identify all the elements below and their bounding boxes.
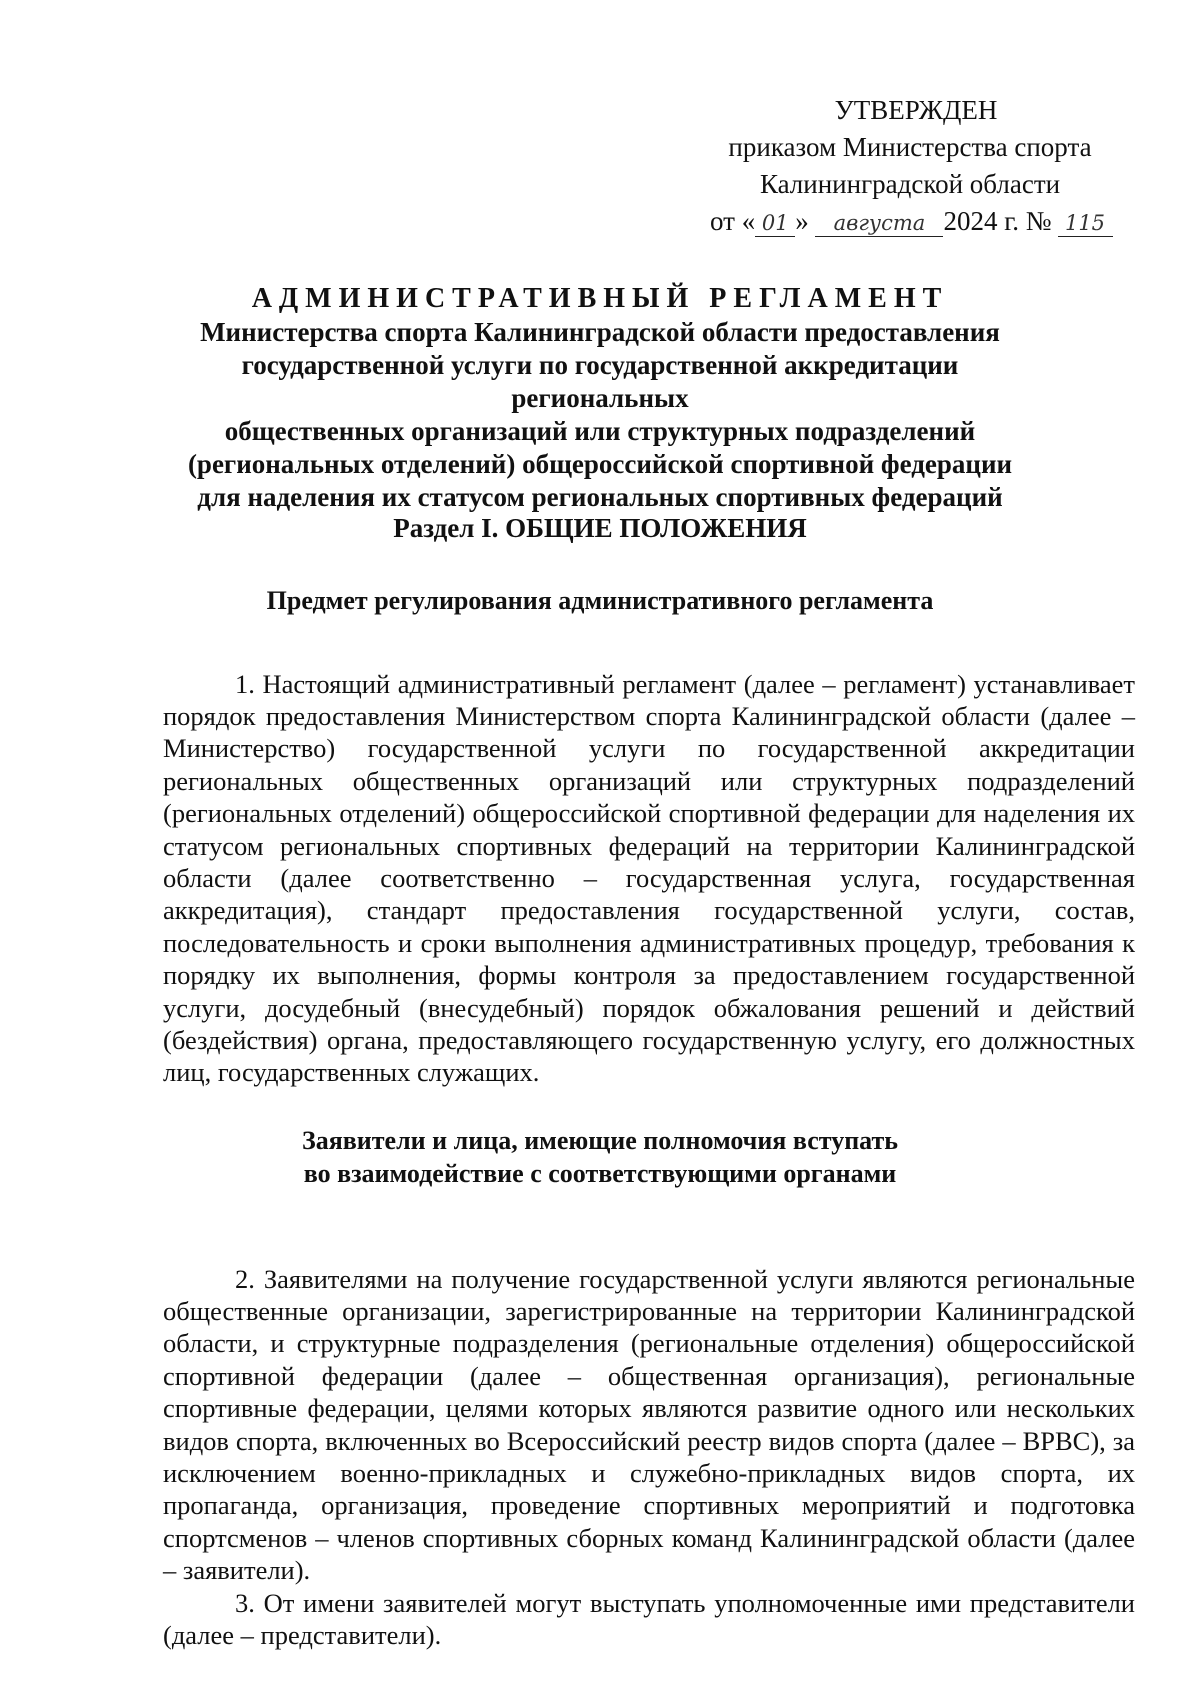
heading-line: общественных организаций или структурных подразделений — [224, 416, 976, 446]
heading-line: государственной услуги по государственной аккредитации региональных — [241, 350, 959, 413]
date-year: 2024 г. № — [943, 206, 1052, 236]
subsection-title — [150, 1124, 1050, 1190]
heading-line: (региональных отделений) общероссийской спортивной федерации — [187, 449, 1013, 479]
document-title: АДМИНИСТРАТИВНЫЙ РЕГЛАМЕНТ — [251, 283, 949, 314]
subsection-title-line: во взаимодействие с соответствующими органами — [303, 1159, 897, 1188]
handwritten-month: августа — [815, 210, 943, 237]
date-prefix: от « — [710, 206, 756, 236]
subsection-title-line: Предмет регулирования административного регламента — [266, 586, 934, 615]
paragraph-2: 2. Заявителями на получение государственной услуги являются региональные общественные организации, зарегистрированные на территории Калининградской области, и структурные подразделения (региональные отделения) общероссийской спортивной федерации (далее – общественная организация), региональные спортивные федерации, целями которых являются развитие одного или нескольких видов спорта, включенных во Всероссийский реестр видов спорта (далее – ВРВС), за исключением военно-прикладных и служебно-прикладных видов спорта, их пропаганда, организация, проведение спортивных мероприятий и подготовка спортсменов – членов спортивных сборных команд Калининградской области (далее – заявители). — [163, 1263, 1135, 1586]
section-title: Раздел I. ОБЩИЕ ПОЛОЖЕНИЯ — [393, 513, 807, 543]
approval-title: УТВЕРЖДЕН — [834, 95, 998, 125]
paragraph-1: 1. Настоящий административный регламент (далее – регламент) устанавливает порядок предоставления Министерством спорта Калининградской области (далее – Министерство) государственной услуги по государственной аккредитации региональных общественных организаций или структурных подразделений (региональных отделений) общероссийской спортивной федерации для наделения их статусом региональных спортивных федераций на территории Калининградской области (далее соответственно – государственная услуга, государственная аккредитация), стандарт предоставления государственной услуги, состав, последовательность и сроки выполнения административных процедур, требования к порядку их выполнения, формы контроля за предоставлением государственной услуги, досудебный (внесудебный) порядок обжалования решений и действий (бездействия) органа, предоставляющего государственную услугу, его должностных лиц, государственных служащих. — [163, 668, 1135, 1088]
approval-line-2: Калининградской области — [759, 169, 1061, 199]
document-heading — [150, 282, 1050, 514]
heading-line: Министерства спорта Калининградской области предоставления — [200, 317, 1000, 347]
subsection-title-line: Заявители и лица, имеющие полномочия вступать — [301, 1126, 899, 1155]
paragraph-3: 3. От имени заявителей могут выступать уполномоченные ими представители (далее – представители). — [163, 1587, 1135, 1650]
handwritten-order-number: 115 — [1058, 210, 1113, 237]
date-mid: » — [795, 206, 816, 236]
approval-line-1: приказом Министерства спорта — [728, 132, 1092, 162]
subsection-title — [150, 584, 1050, 617]
approval-date-line — [700, 203, 1120, 240]
handwritten-day: 01 — [755, 210, 795, 237]
heading-line: для наделения их статусом региональных спортивных федераций — [197, 482, 1003, 512]
approval-stamp-block — [700, 92, 1120, 240]
